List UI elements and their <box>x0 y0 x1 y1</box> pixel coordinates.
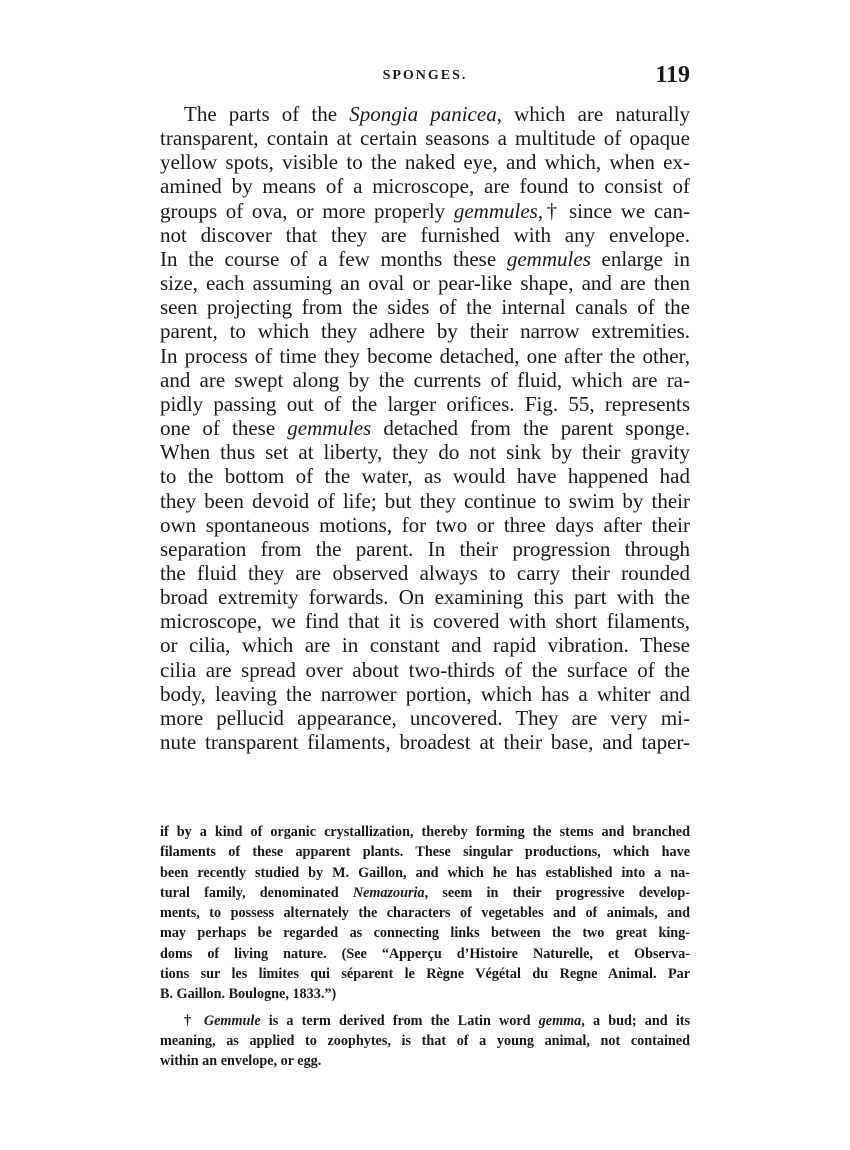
footnote-line: filaments of these apparent plants. These singular productions, which have <box>160 844 690 861</box>
body-line: cilia are spread over about two-thirds of the surface of the <box>160 657 690 682</box>
running-title: SPONGES. <box>382 68 468 83</box>
footnote-line: ments, to possess alternately the characters of vegetables and of animals, and <box>160 905 690 922</box>
footnote-line: † Gemmule is a term derived from the Latin word gemma, a bud; and its <box>184 1012 691 1029</box>
body-line: When thus set at liberty, they do not sink by their gravity <box>160 440 690 465</box>
body-line: body, leaving the narrower portion, which has a whiter and <box>160 681 690 706</box>
footnote-line: doms of living nature. (See “Apperçu d’Histoire Naturelle, et Observa- <box>160 945 690 962</box>
footnote-line: been recently studied by M. Gaillon, and which he has established into a na- <box>160 864 690 881</box>
body-line: In the course of a few months these gemmules enlarge in <box>160 246 690 271</box>
body-line: In process of time they become detached, one after the other, <box>160 343 690 368</box>
body-line: the fluid they are observed always to carry their rounded <box>160 560 690 585</box>
body-line: not discover that they are furnished with any envelope. <box>160 222 690 247</box>
body-line: separation from the parent. In their progression through <box>160 536 690 561</box>
running-head <box>160 62 690 92</box>
body-line: microscope, we find that it is covered with short filaments, <box>160 609 690 634</box>
body-line: seen projecting from the sides of the internal canals of the <box>160 295 690 320</box>
body-line: one of these gemmules detached from the parent sponge. <box>160 416 690 441</box>
footnote-line: if by a kind of organic crystallization, thereby forming the stems and branched <box>160 824 690 840</box>
body-line: transparent, contain at certain seasons a multitude of opaque <box>160 126 690 151</box>
body-line: pidly passing out of the larger orifices. Fig. 55, represents <box>160 391 690 416</box>
body-line: size, each assuming an oval or pear-like shape, and are then <box>160 271 690 296</box>
footnote-line: tural family, denominated Nemazouria, seem in their progressive develop- <box>160 884 690 901</box>
body-line: yellow spots, visible to the naked eye, and which, when ex- <box>160 150 690 175</box>
body-paragraph <box>160 102 690 754</box>
body-line: The parts of the Spongia panicea, which are naturally <box>184 102 691 126</box>
page-number: 119 <box>655 62 690 88</box>
body-line: groups of ova, or more properly gemmules,† since we can- <box>160 198 690 223</box>
footnotes <box>160 822 690 1072</box>
footnote-line: may perhaps be regarded as connecting links between the two great king- <box>160 925 690 942</box>
footnote-line: meaning, as applied to zoophytes, is that of a young animal, not contained <box>160 1032 690 1049</box>
body-line: more pellucid appearance, uncovered. They are very mi- <box>160 705 690 730</box>
body-line: to the bottom of the water, as would have happened had <box>160 464 690 489</box>
footnote-line: B. Gaillon. Boulogne, 1833.”) <box>160 986 337 1003</box>
body-line: or cilia, which are in constant and rapid vibration. These <box>160 633 690 658</box>
body-line: amined by means of a microscope, are found to consist of <box>160 174 690 199</box>
footnote-continued <box>160 822 690 1005</box>
body-line: own spontaneous motions, for two or three days after their <box>160 512 690 537</box>
body-line: they been devoid of life; but they continue to swim by their <box>160 488 690 513</box>
footnote-line: within an envelope, or egg. <box>160 1053 322 1070</box>
footnote-line: tions sur les limites qui séparent le Règne Végétal du Regne Animal. Par <box>160 966 690 983</box>
body-line: and are swept along by the currents of fluid, which are ra- <box>160 367 690 392</box>
body-line: broad extremity forwards. On examining this part with the <box>160 585 690 610</box>
body-line: parent, to which they adhere by their narrow extremities. <box>160 319 690 344</box>
footnote-dagger <box>160 1011 690 1072</box>
body-line: nute transparent filaments, broadest at their base, and taper- <box>160 730 690 755</box>
